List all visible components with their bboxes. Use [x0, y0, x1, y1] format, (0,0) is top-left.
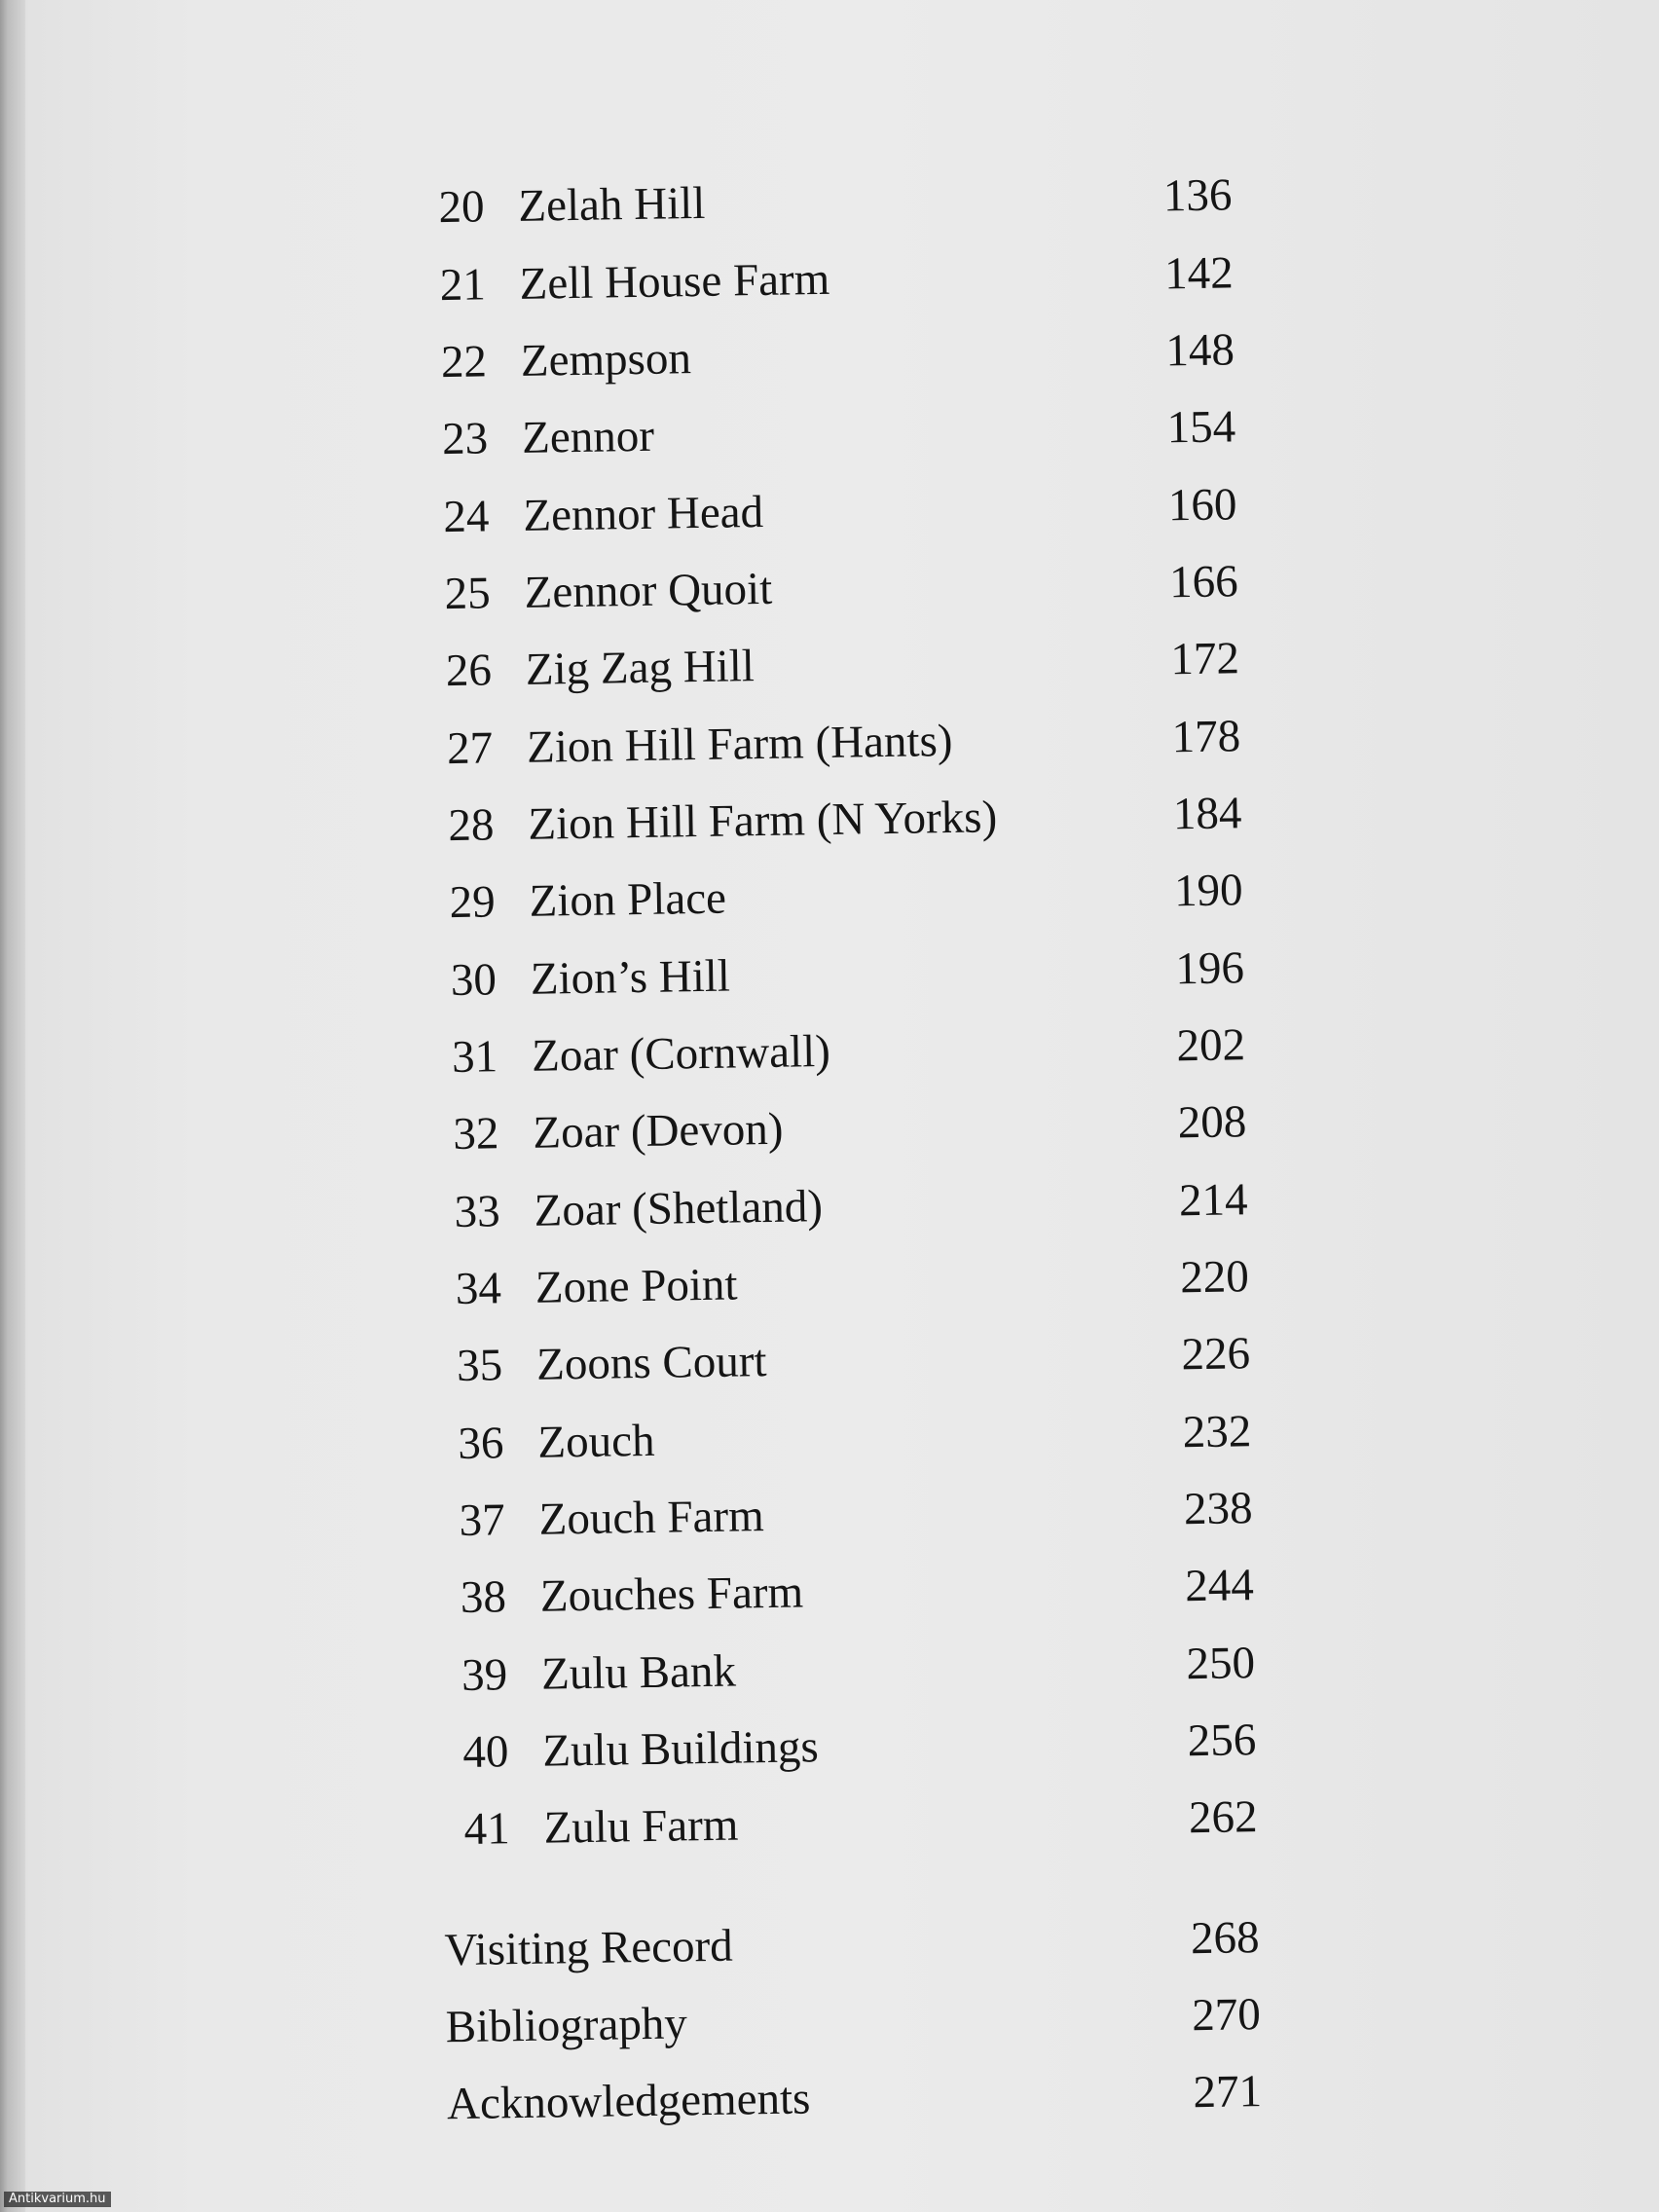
toc-entry	[11, 1776, 1659, 1870]
page-number: 208	[1177, 1096, 1247, 1149]
chapter-title: Zion Hill Farm (Hants)	[526, 715, 953, 773]
chapter-title: Zell House Farm	[519, 253, 830, 310]
chapter-title: Zouches Farm	[539, 1567, 804, 1622]
chapter-number: 29	[449, 876, 497, 929]
chapter-number: 37	[459, 1494, 506, 1546]
page-number: 196	[1174, 942, 1245, 995]
chapter-number: 27	[446, 722, 494, 775]
page-number: 190	[1173, 865, 1243, 917]
chapter-number: 30	[450, 954, 498, 1007]
chapter-title: Zig Zag Hill	[525, 641, 756, 695]
chapter-title: Zoar (Shetland)	[534, 1181, 824, 1236]
page-number: 178	[1171, 711, 1241, 763]
page-number: 250	[1186, 1638, 1256, 1690]
page-number: 244	[1184, 1560, 1255, 1612]
page-number: 154	[1166, 401, 1236, 454]
chapter-number: 41	[463, 1803, 511, 1855]
chapter-title: Zouch	[536, 1415, 655, 1468]
toc-entry	[0, 1082, 1659, 1176]
chapter-number: 22	[440, 336, 488, 388]
toc-entry	[4, 1313, 1659, 1408]
chapter-number: 23	[441, 413, 489, 465]
chapter-title: Zoons Court	[535, 1336, 767, 1390]
chapter-title: Zion Place	[529, 872, 727, 927]
chapter-title: Zempson	[520, 333, 692, 387]
chapter-title: Zouch Farm	[538, 1491, 765, 1545]
page-number: 220	[1179, 1251, 1250, 1304]
chapter-number: 26	[445, 645, 493, 697]
page-number: 142	[1163, 247, 1235, 300]
page-number: 184	[1172, 788, 1242, 840]
back-matter-title: Visiting Record	[444, 1920, 734, 1976]
chapter-number: 36	[457, 1418, 504, 1470]
chapter-title: Zennor Quoit	[524, 563, 773, 618]
chapter-number: 39	[461, 1649, 508, 1701]
page-number: 238	[1183, 1483, 1253, 1535]
chapter-number: 38	[460, 1571, 507, 1623]
chapter-title: Zion Hill Farm (N Yorks)	[528, 792, 998, 850]
page-number: 270	[1191, 1989, 1262, 2042]
watermark: Antikvarium.hu	[4, 2192, 111, 2207]
page-number: 214	[1178, 1174, 1248, 1227]
chapter-number: 32	[453, 1108, 499, 1161]
toc-entry	[0, 155, 1645, 249]
chapter-title: Zulu Farm	[543, 1799, 739, 1854]
chapter-number: 34	[455, 1263, 502, 1315]
page-number: 268	[1190, 1912, 1260, 1965]
chapter-number: 40	[461, 1726, 509, 1778]
chapter-title: Zelah Hill	[518, 177, 706, 232]
toc-back-matter-entry	[16, 2050, 1659, 2145]
chapter-title: Zoar (Devon)	[532, 1103, 784, 1159]
page-number: 172	[1169, 633, 1240, 685]
chapter-number: 24	[443, 491, 490, 543]
chapter-number: 33	[454, 1186, 501, 1238]
chapter-number: 25	[444, 568, 492, 620]
toc-entry	[0, 387, 1649, 481]
page-number: 160	[1167, 479, 1237, 532]
page-number: 202	[1176, 1019, 1246, 1072]
chapter-number: 21	[439, 259, 487, 312]
page-number: 232	[1182, 1406, 1252, 1458]
page-number: 166	[1168, 556, 1238, 608]
toc-entry	[0, 618, 1652, 713]
page-number: 262	[1188, 1791, 1258, 1844]
chapter-number: 20	[438, 181, 485, 234]
chapter-title: Zennor	[521, 410, 655, 463]
back-matter-title: Bibliography	[445, 1998, 688, 2053]
chapter-title: Zulu Buildings	[541, 1721, 820, 1777]
page-number: 271	[1193, 2066, 1263, 2119]
chapter-title: Zennor Head	[523, 486, 764, 541]
chapter-title: Zion’s Hill	[530, 950, 731, 1005]
chapter-number: 31	[451, 1031, 498, 1084]
page-number: 136	[1162, 169, 1233, 222]
page-number: 226	[1181, 1328, 1251, 1381]
toc-entry	[7, 1545, 1659, 1640]
page-number: 256	[1187, 1714, 1257, 1767]
chapter-number: 35	[456, 1340, 503, 1392]
toc-entry	[0, 850, 1656, 944]
chapter-title: Zoar (Cornwall)	[531, 1025, 831, 1082]
chapter-title: Zulu Bank	[540, 1645, 737, 1700]
back-matter-title: Acknowledgements	[446, 2073, 811, 2130]
chapter-number: 28	[448, 799, 495, 852]
chapter-title: Zone Point	[535, 1259, 738, 1313]
page-number: 148	[1164, 324, 1235, 377]
